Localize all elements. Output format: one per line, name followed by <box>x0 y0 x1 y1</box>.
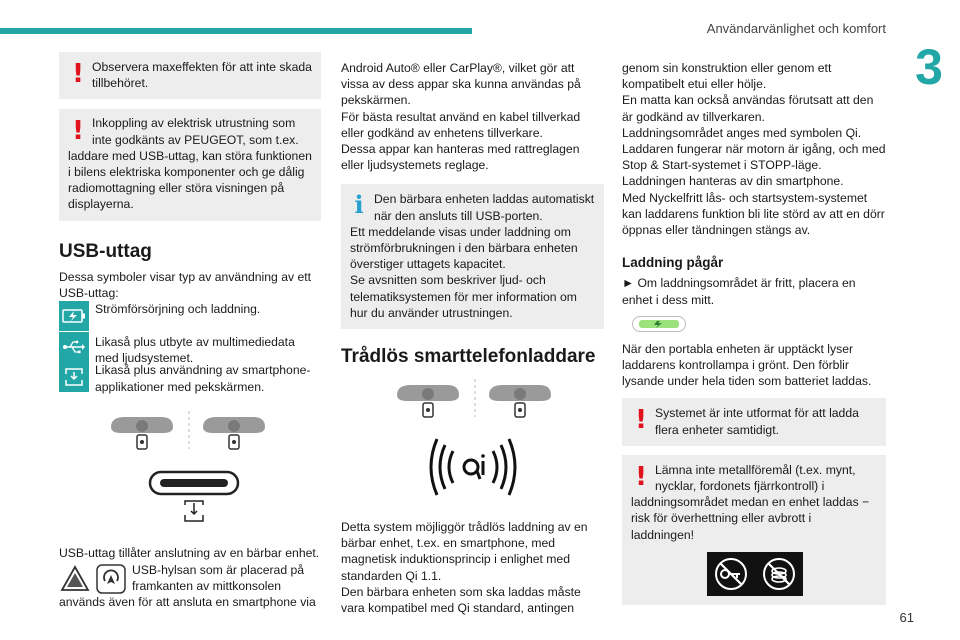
page-number: 61 <box>899 610 914 625</box>
controls-text: Dessa appar kan hanteras med rattreglagen eller ljudsystemets reglage. <box>341 142 580 173</box>
android-carplay-text: Android Auto® eller CarPlay®, vilket gör att vissa av dess appar ska kunna användas på pekskärmen. <box>341 61 581 108</box>
carplay-icon <box>96 564 126 598</box>
warning-icon: ! <box>72 116 84 147</box>
symbol-text: Strömförsörjning och laddning. <box>95 302 261 317</box>
qi-wireless-icon <box>423 433 523 501</box>
symbol-row-charging <box>59 301 321 331</box>
symbol-row-data <box>59 333 321 366</box>
compat-case-text: genom sin konstruktion eller genom ett kompatibelt etui eller hölje. <box>622 61 832 92</box>
symbol-text: Likaså plus utbyte av multimediedata med ljudsystemet. <box>95 335 295 366</box>
charging-step: ► Om laddningsområdet är fritt, placera en enhet i dess mitt. <box>622 276 856 307</box>
warning-box-equipment <box>59 109 321 220</box>
charging-heading: Laddning pågår <box>622 255 724 271</box>
warning-text-rest: laddare med USB-uttag, kan störa funktionen i bilens elektriska komponenter och ge dålig radiomottagning eller störa visningen på displayerna. <box>68 148 312 212</box>
info-icon: i <box>354 190 364 220</box>
qi-area-text: Laddningsområdet anges med symbolen Qi. <box>622 125 862 140</box>
symbol-row-smartphone <box>59 362 321 394</box>
symbol-text: Likaså plus användning av smartphone-applikationer med pekskärmen. <box>95 363 311 394</box>
wireless-heading: Trådlös smarttelefonladdare <box>341 346 596 368</box>
info-text-first: Den bärbara enheten laddas automatiskt när den ansluts till USB-porten. <box>374 192 595 223</box>
usb-intro: Dessa symboler visar typ av användning av ett USB-uttag: <box>59 269 311 300</box>
usb-socket-block <box>59 562 321 611</box>
wireless-illustration <box>341 375 604 519</box>
warning-triangle-icon <box>60 564 90 598</box>
no-coins-icon <box>761 556 797 592</box>
qi-compat-text: Den bärbara enheten som ska laddas måste vara kompatibel med Qi standard, antingen <box>341 584 581 616</box>
column-1 <box>59 52 321 611</box>
wireless-text: Detta system möjliggör trådlös laddning av en bärbar enhet, t.ex. en smartphone, med magnetisk induktionsprincip i enlighet med standarden Qi 1.1. <box>341 520 588 583</box>
usb-heading: USB-uttag <box>59 240 152 262</box>
warning-icon: ! <box>72 58 84 89</box>
warning-text-first: Lämna inte metallföremål (t.ex. mynt, nycklar, fordonets fjärrkontroll) i <box>655 462 856 494</box>
detected-text: När den portabla enheten är upptäckt lyser laddarens kontrollampa i grönt. Den förblir lysande under hela tiden som batteriet laddas. <box>622 341 872 389</box>
usb-icon <box>59 332 89 362</box>
usb-illustration <box>59 405 321 535</box>
warning-text: Observera maxeffekten för att inte skada tillbehöret. <box>92 60 312 91</box>
info-text-message: Ett meddelande visas under laddning om strömförbrukningen i den bärbara enheten överstiger uttagets kapacitet. <box>350 224 578 272</box>
warning-text-rest: laddningsområdet medan en enhet laddas − risk för överhettning eller avbrott i laddningen! <box>631 495 870 542</box>
smartphone-app-icon <box>59 362 89 392</box>
warning-icon: ! <box>635 405 647 436</box>
battery-charging-icon <box>59 301 89 331</box>
header-accent-bar <box>0 28 472 34</box>
warning-icon: ! <box>635 461 647 492</box>
warning-box-power <box>59 52 321 99</box>
steering-wheels-illustration <box>107 409 271 453</box>
smartphone-manage-text: Laddningen hanteras av din smartphone. <box>622 174 844 189</box>
warning-box-metal <box>622 455 886 605</box>
no-metal-objects-icons <box>707 552 803 596</box>
info-text-sections: Se avsnitten som beskriver ljud- och telematiksystemen för mer information om hur du använder utrustningen. <box>350 273 577 320</box>
cable-text: För bästa resultat använd en kabel tillverkad eller godkänd av enhetens tillverkare. <box>341 109 581 140</box>
warning-text: Systemet är inte utformat för att ladda flera enheter samtidigt. <box>655 406 859 437</box>
charger-indicator-lamp <box>632 316 686 332</box>
usb-socket-text-rest: används även för att ansluta en smartphone via <box>59 595 316 610</box>
usb-connect-text: USB-uttag tillåter anslutning av en bärbar enhet. <box>59 545 320 560</box>
steering-wheels-illustration <box>393 377 557 421</box>
usb-socket-text-first: USB-hylsan som är placerad på framkanten av mittkonsolen <box>132 563 305 594</box>
info-box-charging <box>341 184 604 329</box>
engine-text: Laddaren fungerar när motorn är igång, och med Stop & Start-systemet i STOPP-läge. <box>622 142 886 173</box>
column-2 <box>341 60 604 616</box>
warning-text-first: Inkoppling av elektrisk utrustning som inte godkänts av PEUGEOT, som t.ex. <box>92 116 299 147</box>
usb-port-illustration <box>147 469 243 533</box>
no-keys-icon <box>713 556 749 592</box>
mat-text: En matta kan också användas förutsatt att den är godkänd av tillverkaren. <box>622 93 874 124</box>
keyless-text: Med Nyckelfritt lås- och startsystem-systemet kan laddarens funktion bli lite störd av att en dörr öppnas eller tändningen stängs av. <box>622 190 885 238</box>
chapter-number: 3 <box>915 38 943 95</box>
column-3 <box>622 60 886 605</box>
section-title: Användarvänlighet och komfort <box>706 21 886 36</box>
warning-box-single-device <box>622 398 886 445</box>
